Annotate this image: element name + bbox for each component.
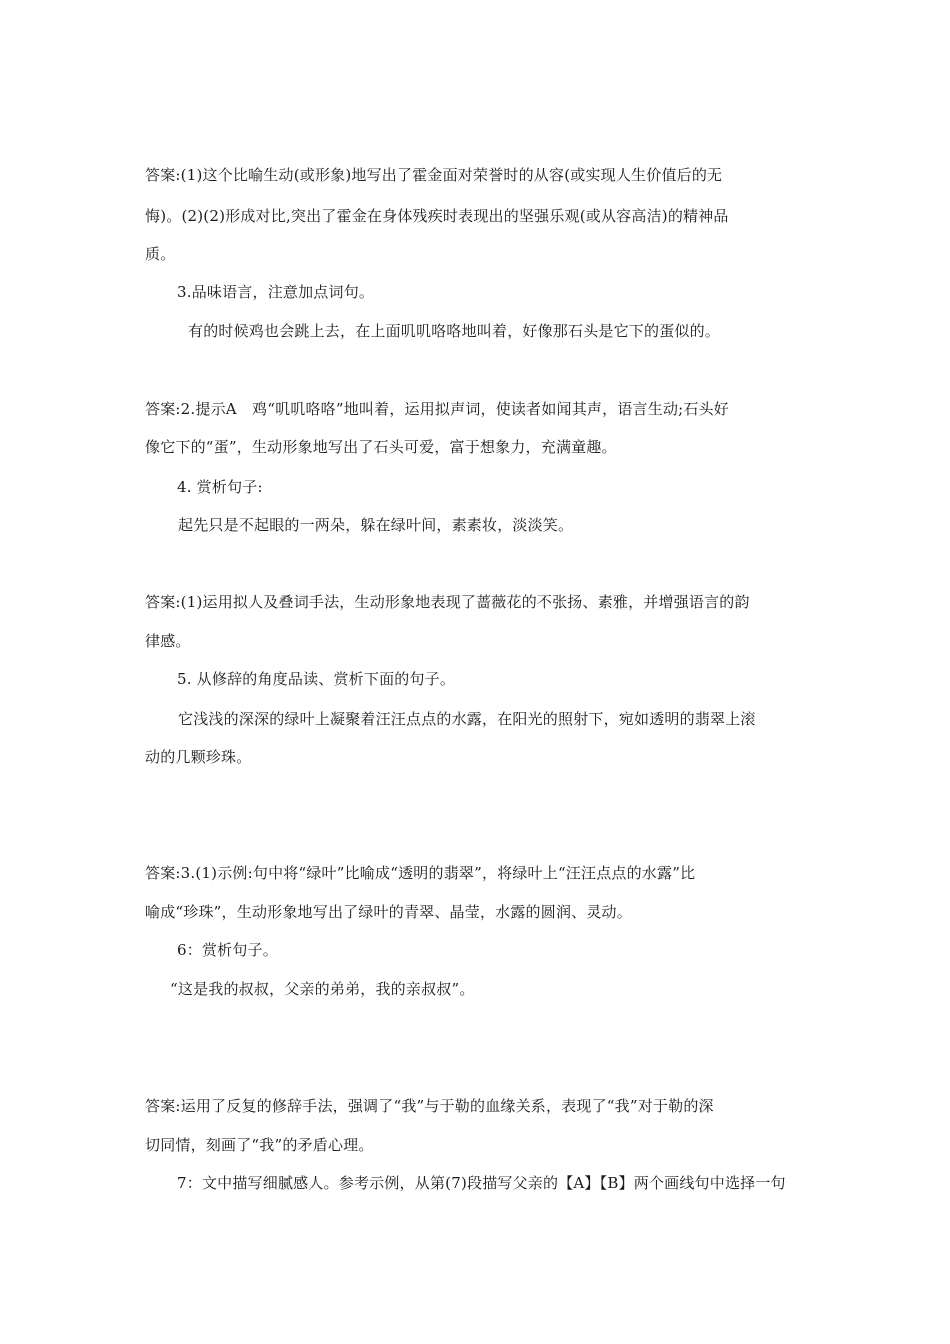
- question-4-sentence: 起先只是不起眼的一两朵，躲在绿叶间，素素妆，淡淡笑。: [178, 516, 574, 534]
- answer-5-line-2: 切同情，刻画了“我”的矛盾心理。: [145, 1136, 374, 1154]
- answer-3-line-1: 答案:(1)运用拟人及叠词手法，生动形象地表现了蔷薇花的不张扬、素雅，并增强语言的韵: [145, 593, 750, 611]
- answer-4-line-1: 答案:3.(1)示例:句中将“绿叶”比喻成“透明的翡翠”，将绿叶上“汪汪点点的水露”比: [145, 864, 696, 882]
- answer-2-line-1: 答案:2.提示A 鸡“叽叽咯咯”地叫着，运用拟声词，使读者如闻其声，语言生动;石头好: [145, 400, 729, 418]
- question-3-sentence: 有的时候鸡也会跳上去，在上面叽叽咯咯地叫着，好像那石头是它下的蛋似的。: [188, 322, 721, 340]
- answer-3-line-2: 律感。: [145, 632, 191, 650]
- answer-1-line-2: 悔)。(2)(2)形成对比,突出了霍金在身体残疾时表现出的坚强乐观(或从容高洁)的精神品: [145, 207, 729, 225]
- question-6-sentence: “这是我的叔叔，父亲的弟弟，我的亲叔叔”。: [170, 980, 475, 998]
- answer-4-line-2: 喻成“珍珠”，生动形象地写出了绿叶的青翠、晶莹，水露的圆润、灵动。: [145, 903, 632, 921]
- answer-1-line-3: 质。: [145, 245, 176, 263]
- question-5-sentence-line-2: 动的几颗珍珠。: [145, 748, 252, 766]
- question-7: 7：文中描写细腻感人。参考示例，从第(7)段描写父亲的【A】【B】两个画线句中选择一句: [177, 1174, 786, 1192]
- question-6: 6：赏析句子。: [177, 941, 278, 959]
- question-3: 3.品味语言，注意加点词句。: [177, 283, 375, 301]
- answer-2-line-2: 像它下的“蛋”，生动形象地写出了石头可爱，富于想象力，充满童趣。: [145, 438, 617, 456]
- question-5: 5. 从修辞的角度品读、赏析下面的句子。: [177, 670, 456, 688]
- question-4: 4. 赏析句子:: [177, 478, 263, 496]
- question-5-sentence-line-1: 它浅浅的深深的绿叶上凝聚着汪汪点点的水露，在阳光的照射下，宛如透明的翡翠上滚: [178, 710, 756, 728]
- answer-5-line-1: 答案:运用了反复的修辞手法，强调了“我”与于勒的血缘关系，表现了“我”对于勒的深: [145, 1097, 714, 1115]
- answer-1-line-1: 答案:(1)这个比喻生动(或形象)地写出了霍金面对荣誉时的从容(或实现人生价值后的无: [145, 166, 723, 184]
